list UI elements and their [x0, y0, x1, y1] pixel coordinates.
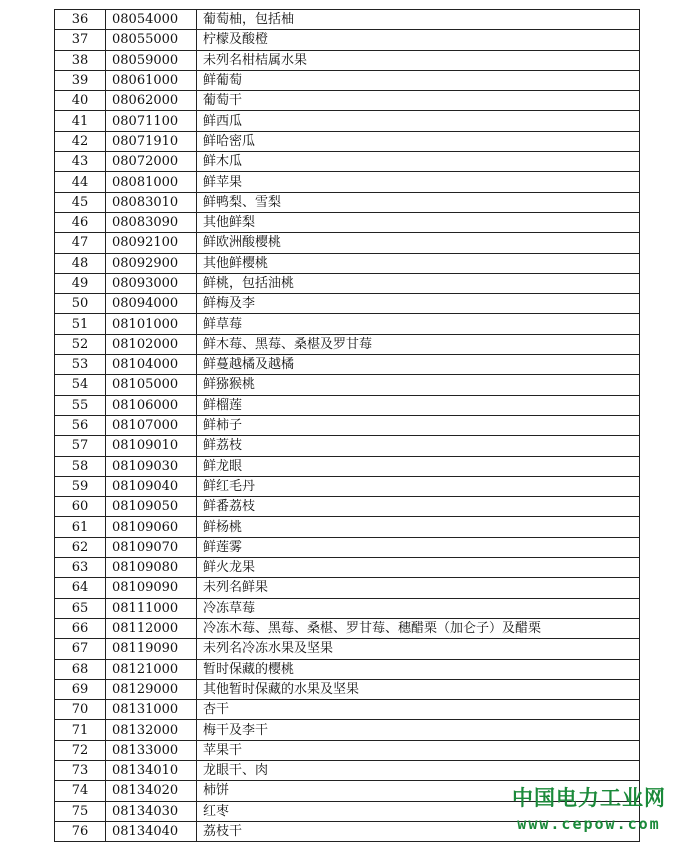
hs-code-cell: 08109040: [106, 476, 197, 496]
hs-code-cell: 08132000: [106, 720, 197, 740]
row-number-cell: 64: [55, 578, 106, 598]
product-name-cell: 鲜苹果: [197, 172, 640, 192]
hs-code-cell: 08109030: [106, 456, 197, 476]
product-name-cell: 鲜番荔枝: [197, 497, 640, 517]
row-number-cell: 45: [55, 192, 106, 212]
hs-code-cell: 08101000: [106, 314, 197, 334]
table-row: [55, 537, 640, 557]
table-row: [55, 212, 640, 232]
hs-code-cell: 08106000: [106, 395, 197, 415]
row-number-cell: 61: [55, 517, 106, 537]
hs-code-cell: 08129000: [106, 679, 197, 699]
row-number-cell: 66: [55, 618, 106, 638]
table-row: [55, 517, 640, 537]
table-row: [55, 172, 640, 192]
product-name-cell: 柠檬及酸橙: [197, 30, 640, 50]
row-number-cell: 53: [55, 355, 106, 375]
hs-code-cell: 08109080: [106, 558, 197, 578]
table-row: [55, 659, 640, 679]
product-name-cell: 鲜桃，包括油桃: [197, 273, 640, 293]
table-row: [55, 253, 640, 273]
table-row: [55, 375, 640, 395]
hs-code-cell: 08121000: [106, 659, 197, 679]
row-number-cell: 41: [55, 111, 106, 131]
product-name-cell: 葡萄柚，包括柚: [197, 10, 640, 30]
product-name-cell: 柿饼: [197, 781, 640, 801]
product-name-cell: 鲜红毛丹: [197, 476, 640, 496]
row-number-cell: 52: [55, 334, 106, 354]
table-row: [55, 700, 640, 720]
table-row: [55, 578, 640, 598]
product-name-cell: 鲜鸭梨、雪梨: [197, 192, 640, 212]
row-number-cell: 69: [55, 679, 106, 699]
hs-code-cell: 08107000: [106, 415, 197, 435]
product-name-cell: 龙眼干、肉: [197, 760, 640, 780]
product-name-cell: 荔枝干: [197, 821, 640, 841]
hs-code-cell: 08102000: [106, 334, 197, 354]
table-row: [55, 476, 640, 496]
product-name-cell: 鲜榴莲: [197, 395, 640, 415]
row-number-cell: 40: [55, 91, 106, 111]
table-row: [55, 70, 640, 90]
table-row: [55, 111, 640, 131]
table-row: [55, 273, 640, 293]
table-row: [55, 192, 640, 212]
table-row: [55, 314, 640, 334]
row-number-cell: 76: [55, 821, 106, 841]
row-number-cell: 48: [55, 253, 106, 273]
row-number-cell: 72: [55, 740, 106, 760]
hs-code-cell: 08083010: [106, 192, 197, 212]
row-number-cell: 56: [55, 415, 106, 435]
table-row: [55, 131, 640, 151]
product-name-cell: 鲜哈密瓜: [197, 131, 640, 151]
product-name-cell: 鲜火龙果: [197, 558, 640, 578]
product-name-cell: 鲜木莓、黑莓、桑椹及罗甘莓: [197, 334, 640, 354]
product-name-cell: 其他鲜梨: [197, 212, 640, 232]
row-number-cell: 65: [55, 598, 106, 618]
hs-code-cell: 08055000: [106, 30, 197, 50]
hs-code-cell: 08112000: [106, 618, 197, 638]
table-row: [55, 294, 640, 314]
product-name-cell: 冷冻木莓、黑莓、桑椹、罗甘莓、穗醋栗（加仑子）及醋栗: [197, 618, 640, 638]
hs-code-cell: 08072000: [106, 152, 197, 172]
table-row: [55, 639, 640, 659]
hs-code-cell: 08092100: [106, 233, 197, 253]
hs-code-cell: 08109070: [106, 537, 197, 557]
row-number-cell: 68: [55, 659, 106, 679]
hs-code-cell: 08109010: [106, 436, 197, 456]
product-name-cell: 苹果干: [197, 740, 640, 760]
row-number-cell: 60: [55, 497, 106, 517]
hs-code-cell: 08111000: [106, 598, 197, 618]
product-name-cell: 梅干及李干: [197, 720, 640, 740]
product-name-cell: 鲜柿子: [197, 415, 640, 435]
table-row: [55, 152, 640, 172]
watermark-logo: [512, 786, 666, 834]
row-number-cell: 38: [55, 50, 106, 70]
table-row: [55, 50, 640, 70]
product-name-cell: 暂时保藏的樱桃: [197, 659, 640, 679]
row-number-cell: 49: [55, 273, 106, 293]
hs-code-cell: 08131000: [106, 700, 197, 720]
row-number-cell: 42: [55, 131, 106, 151]
product-name-cell: 葡萄干: [197, 91, 640, 111]
goods-table: [54, 9, 640, 842]
row-number-cell: 62: [55, 537, 106, 557]
product-name-cell: 未列名鲜果: [197, 578, 640, 598]
row-number-cell: 70: [55, 700, 106, 720]
hs-code-cell: 08059000: [106, 50, 197, 70]
row-number-cell: 43: [55, 152, 106, 172]
table-row: [55, 456, 640, 476]
product-name-cell: 鲜草莓: [197, 314, 640, 334]
product-name-cell: 鲜猕猴桃: [197, 375, 640, 395]
table-row: [55, 233, 640, 253]
product-name-cell: 其他鲜樱桃: [197, 253, 640, 273]
product-name-cell: 其他暂时保藏的水果及坚果: [197, 679, 640, 699]
table-row: [55, 436, 640, 456]
table-row: [55, 679, 640, 699]
table-row: [55, 415, 640, 435]
table-row: [55, 598, 640, 618]
hs-code-cell: 08119090: [106, 639, 197, 659]
table-row: [55, 740, 640, 760]
hs-code-cell: 08081000: [106, 172, 197, 192]
row-number-cell: 73: [55, 760, 106, 780]
hs-code-cell: 08093000: [106, 273, 197, 293]
product-name-cell: 鲜西瓜: [197, 111, 640, 131]
product-name-cell: 未列名柑桔属水果: [197, 50, 640, 70]
table-row: [55, 618, 640, 638]
hs-code-cell: 08094000: [106, 294, 197, 314]
row-number-cell: 47: [55, 233, 106, 253]
row-number-cell: 67: [55, 639, 106, 659]
hs-code-cell: 08071100: [106, 111, 197, 131]
table-row: [55, 497, 640, 517]
row-number-cell: 39: [55, 70, 106, 90]
watermark-site-url: www.cepow.com: [517, 815, 661, 833]
row-number-cell: 71: [55, 720, 106, 740]
hs-code-cell: 08109050: [106, 497, 197, 517]
row-number-cell: 46: [55, 212, 106, 232]
hs-code-cell: 08083090: [106, 212, 197, 232]
product-name-cell: 鲜莲雾: [197, 537, 640, 557]
row-number-cell: 50: [55, 294, 106, 314]
table-body: [55, 10, 640, 842]
product-name-cell: 红枣: [197, 801, 640, 821]
watermark-site-name: 中国电力工业网: [512, 786, 666, 810]
product-name-cell: 鲜杨桃: [197, 517, 640, 537]
table-row: [55, 558, 640, 578]
table-row: [55, 334, 640, 354]
row-number-cell: 63: [55, 558, 106, 578]
table-row: [55, 30, 640, 50]
product-name-cell: 鲜葡萄: [197, 70, 640, 90]
hs-code-cell: 08109060: [106, 517, 197, 537]
table-row: [55, 760, 640, 780]
hs-code-cell: 08062000: [106, 91, 197, 111]
product-name-cell: 冷冻草莓: [197, 598, 640, 618]
product-name-cell: 未列名冷冻水果及坚果: [197, 639, 640, 659]
hs-code-cell: 08105000: [106, 375, 197, 395]
row-number-cell: 55: [55, 395, 106, 415]
table-row: [55, 720, 640, 740]
hs-code-cell: 08104000: [106, 355, 197, 375]
row-number-cell: 58: [55, 456, 106, 476]
hs-code-cell: 08071910: [106, 131, 197, 151]
product-name-cell: 鲜木瓜: [197, 152, 640, 172]
row-number-cell: 36: [55, 10, 106, 30]
product-name-cell: 鲜欧洲酸樱桃: [197, 233, 640, 253]
hs-code-cell: 08134040: [106, 821, 197, 841]
table-row: [55, 10, 640, 30]
product-name-cell: 杏干: [197, 700, 640, 720]
hs-code-cell: 08109090: [106, 578, 197, 598]
row-number-cell: 59: [55, 476, 106, 496]
row-number-cell: 37: [55, 30, 106, 50]
table-row: [55, 355, 640, 375]
row-number-cell: 44: [55, 172, 106, 192]
hs-code-cell: 08134020: [106, 781, 197, 801]
row-number-cell: 75: [55, 801, 106, 821]
product-name-cell: 鲜龙眼: [197, 456, 640, 476]
hs-code-cell: 08134010: [106, 760, 197, 780]
row-number-cell: 74: [55, 781, 106, 801]
row-number-cell: 57: [55, 436, 106, 456]
hs-code-cell: 08134030: [106, 801, 197, 821]
product-name-cell: 鲜荔枝: [197, 436, 640, 456]
hs-code-cell: 08092900: [106, 253, 197, 273]
product-name-cell: 鲜梅及李: [197, 294, 640, 314]
table-row: [55, 395, 640, 415]
product-name-cell: 鲜蔓越橘及越橘: [197, 355, 640, 375]
row-number-cell: 51: [55, 314, 106, 334]
hs-code-cell: 08133000: [106, 740, 197, 760]
table-row: [55, 91, 640, 111]
hs-code-cell: 08054000: [106, 10, 197, 30]
hs-code-cell: 08061000: [106, 70, 197, 90]
row-number-cell: 54: [55, 375, 106, 395]
